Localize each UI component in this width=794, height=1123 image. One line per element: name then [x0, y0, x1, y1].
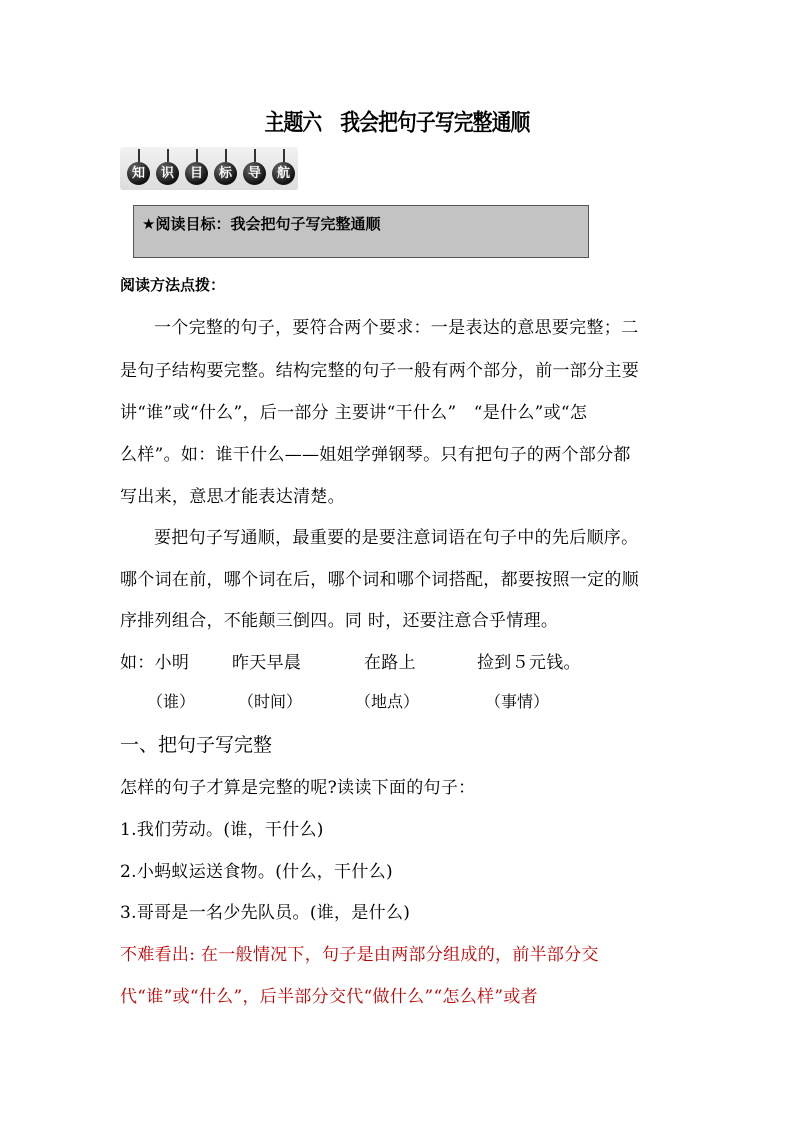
section1-item-1: 1.我们劳动。(谁，干什么) [120, 820, 324, 840]
label-event: （事情） [485, 692, 550, 711]
nav-char-mu: 目 [185, 162, 208, 185]
example-event: 捡到５元钱。 [477, 653, 581, 673]
para1-line4: 么样”。如：谁干什么——姐姐学弹钢琴。只有把句子的两个部分都 [120, 445, 631, 465]
conclusion-line2: 代“谁”或“什么”，后半部分交代“做什么”“怎么样”或者 [120, 987, 538, 1007]
section1-intro: 怎样的句子才算是完整的呢?读读下面的句子： [120, 778, 476, 798]
nav-char-dao: 导 [243, 162, 266, 185]
reading-goal-box [133, 205, 589, 258]
section1-heading: 一、把句子写完整 [120, 734, 273, 756]
para1-line5: 写出来，意思才能表达清楚。 [120, 487, 345, 507]
label-place: （地点） [355, 692, 420, 711]
para2-line1: 要把句子写通顺，最重要的是要注意词语在句子中的先后顺序。 [154, 528, 639, 548]
example-time: 昨天早晨 [232, 653, 302, 673]
nav-banner [120, 147, 298, 190]
example-prefix: 如：小明 [120, 653, 190, 673]
reading-goal-text: ★阅读目标：我会把句子写完整通顺 [142, 215, 381, 233]
para1-line1: 一个完整的句子，要符合两个要求：一是表达的意思要完整；二 [154, 318, 639, 338]
section1-item-3: 3.哥哥是一名少先队员。(谁，是什么) [120, 903, 411, 923]
nav-char-zhi: 知 [127, 162, 150, 185]
page-title: 主题六 我会把句子写完整通顺 [264, 110, 530, 136]
para1-line2: 是句子结构要完整。结构完整的句子一般有两个部分，前一部分主要 [120, 361, 639, 381]
nav-char-hang: 航 [272, 162, 295, 185]
conclusion-line1: 不难看出: 在一般情况下，句子是由两部分组成的，前半部分交 [120, 945, 599, 965]
label-time: （时间） [238, 692, 303, 711]
para2-line3: 序排列组合，不能颠三倒四。同 时，还要注意合乎情理。 [120, 611, 559, 631]
section1-item-2: 2.小蚂蚁运送食物。(什么，干什么) [120, 862, 393, 882]
example-place: 在路上 [364, 653, 416, 673]
nav-char-biao: 标 [214, 162, 237, 185]
para2-line2: 哪个词在前，哪个词在后，哪个词和哪个词搭配，都要按照一定的顺 [120, 570, 639, 590]
label-who: （谁） [147, 692, 196, 711]
para1-line3: 讲“谁”或“什么”，后一部分 主要讲“干什么” “是什么”或“怎 [120, 403, 588, 423]
nav-char-shi: 识 [156, 162, 179, 185]
method-heading: 阅读方法点拨： [120, 276, 226, 294]
